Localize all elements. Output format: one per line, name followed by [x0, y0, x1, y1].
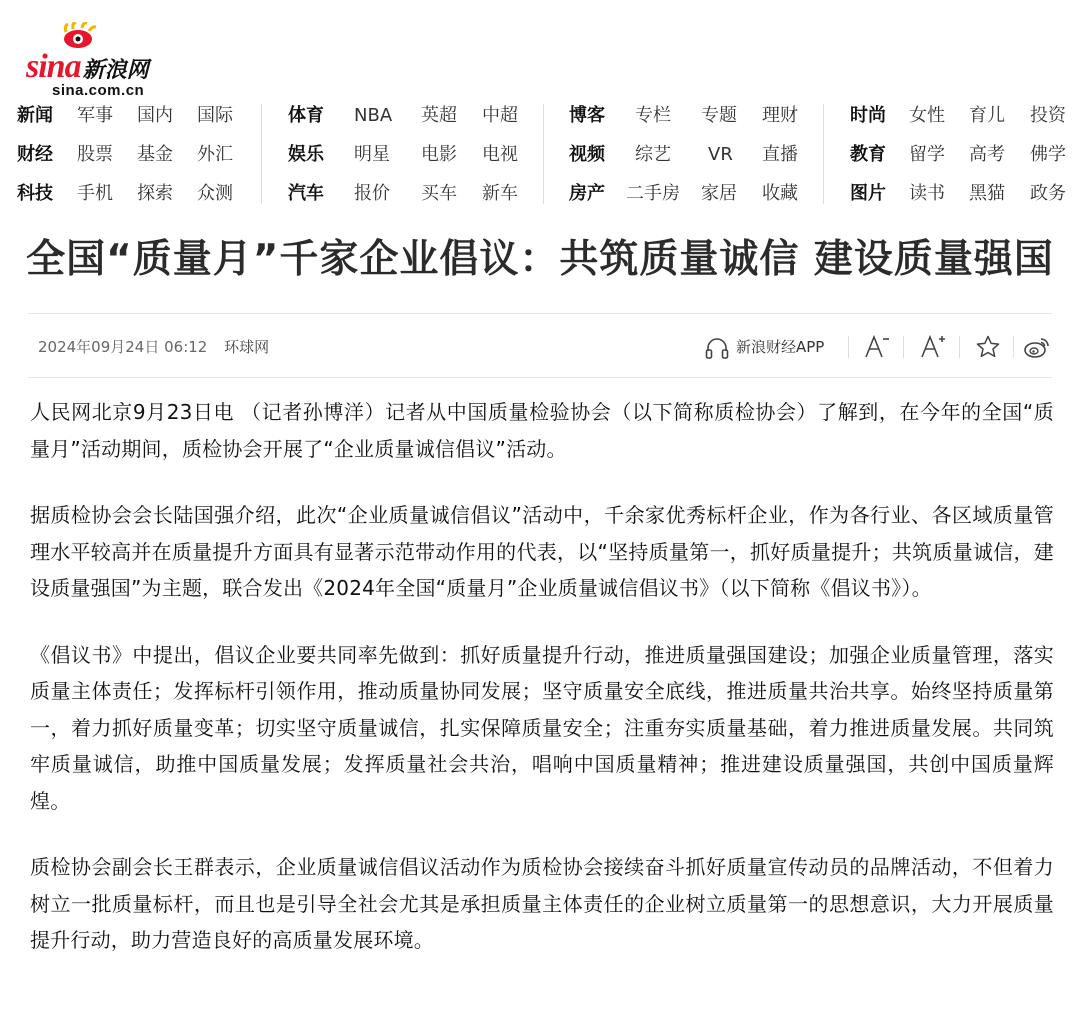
sina-eye-icon: [56, 22, 100, 50]
nav-group-3: [569, 96, 819, 214]
nav-link[interactable]: 女性: [909, 105, 945, 126]
article-paragraph: 质检协会副会长王群表示，企业质量诚信倡议活动作为质检协会接续奋斗抓好质量宣传动员的品牌活动，不但着力树立一批质量标杆，而且也是引导全社会尤其是承担质量主体责任的企业树立质量第一的思想意识，大力开展质量提升行动，助力营造良好的高质量发展环境。: [30, 855, 1054, 952]
nav-category[interactable]: 娱乐: [288, 144, 324, 165]
nav-link[interactable]: 报价: [354, 183, 390, 204]
nav-link[interactable]: 国内: [137, 105, 173, 126]
font-increase-icon: [919, 334, 947, 360]
nav-link[interactable]: 留学: [909, 144, 945, 165]
font-increase-button[interactable]: [918, 329, 948, 365]
font-decrease-icon: [863, 334, 891, 360]
nav-link[interactable]: 专题: [701, 105, 737, 126]
nav-group-2: [288, 96, 538, 214]
nav-link[interactable]: 国际: [197, 105, 233, 126]
nav-link[interactable]: 黑猫: [969, 183, 1005, 204]
article-paragraph: 《倡议书》中提出，倡议企业要共同率先做到：抓好质量提升行动，推进质量强国建设；加强企业质量管理，落实质量主体责任；发挥标杆引领作用，推动质量协同发展；坚守质量安全底线，推进质量共治共享。始终坚持质量第一，着力抓好质量变革；切实坚守质量诚信，扎实保障质量安全；注重夯实质量基础，着力推进质量发展。共同筑牢质量诚信，助推中国质量发展；发挥质量社会共治，唱响中国质量精神；推进建设质量强国，共创中国质量辉煌。: [30, 642, 1054, 813]
nav-link[interactable]: 电视: [482, 144, 518, 165]
nav-link[interactable]: 高考: [969, 144, 1005, 165]
nav-link[interactable]: 英超: [421, 105, 457, 126]
nav-link[interactable]: 佛学: [1030, 144, 1066, 165]
nav-link[interactable]: 家居: [701, 183, 737, 204]
app-download-link[interactable]: [704, 329, 824, 365]
nav-category[interactable]: 汽车: [288, 183, 324, 204]
nav-category[interactable]: 视频: [569, 144, 605, 165]
article-source[interactable]: 环球网: [224, 338, 270, 356]
nav-link[interactable]: 买车: [421, 183, 457, 204]
nav-divider: [543, 104, 544, 204]
nav-category[interactable]: 博客: [569, 105, 605, 126]
nav-link[interactable]: 综艺: [635, 144, 671, 165]
nav-group-4: [850, 96, 1070, 214]
star-icon: [975, 334, 1001, 360]
app-label: 新浪财经APP: [736, 338, 825, 356]
article-title: 全国“质量月”千家企业倡议：共筑质量诚信 建设质量强国: [26, 237, 1054, 282]
nav-link[interactable]: 中超: [482, 105, 518, 126]
nav-link[interactable]: 政务: [1030, 183, 1066, 204]
nav-link[interactable]: 基金: [137, 144, 173, 165]
nav-link[interactable]: 明星: [354, 144, 390, 165]
toolbar-separator: [848, 336, 849, 358]
font-decrease-button[interactable]: [862, 329, 892, 365]
publish-date: 2024年09月24日 06:12: [38, 338, 208, 356]
nav-link[interactable]: 军事: [77, 105, 113, 126]
nav-link[interactable]: 育儿: [969, 105, 1005, 126]
logo-cn-text: 新浪网: [82, 57, 149, 82]
nav-group-1: [17, 96, 257, 214]
nav-link[interactable]: 手机: [77, 183, 113, 204]
nav-category[interactable]: 新闻: [17, 105, 53, 126]
nav-category[interactable]: 教育: [850, 144, 886, 165]
nav-link[interactable]: 理财: [762, 105, 798, 126]
nav-link[interactable]: 二手房: [626, 183, 680, 204]
sina-logo[interactable]: [26, 22, 186, 99]
nav-category[interactable]: 财经: [17, 144, 53, 165]
article-toolbar: [704, 329, 1052, 365]
weibo-share-button[interactable]: [1022, 329, 1052, 365]
nav-divider: [261, 104, 262, 204]
nav-link[interactable]: NBA: [354, 105, 393, 126]
nav-category[interactable]: 时尚: [850, 105, 886, 126]
article-meta: [38, 333, 269, 361]
nav-link[interactable]: 读书: [909, 183, 945, 204]
toolbar-separator: [1013, 336, 1014, 358]
top-navigation: [0, 96, 1080, 214]
nav-link[interactable]: VR: [708, 144, 733, 165]
article-paragraph: 据质检协会会长陆国强介绍，此次“企业质量诚信倡议”活动中，千余家优秀标杆企业，作为各行业、各区域质量管理水平较高并在质量提升方面具有显著示范带动作用的代表，以“坚持质量第一，抓好质量提升；共筑质量诚信，建设质量强国”为主题，联合发出《2024年全国“质量月”企业质量诚信倡议书》（以下简称《倡议书》）。: [30, 503, 1054, 600]
nav-category[interactable]: 体育: [288, 105, 324, 126]
nav-link[interactable]: 股票: [77, 144, 113, 165]
article-paragraph: 人民网北京9月23日电 （记者孙博洋）记者从中国质量检验协会（以下简称质检协会）了解到，在今年的全国“质量月”活动期间，质检协会开展了“企业质量诚信倡议”活动。: [30, 400, 1054, 461]
toolbar-separator: [959, 336, 960, 358]
headphones-icon: [704, 336, 730, 360]
logo-wordmark: [26, 48, 149, 86]
article-body: [30, 394, 1054, 989]
nav-category[interactable]: 科技: [17, 183, 53, 204]
favorite-button[interactable]: [973, 329, 1003, 365]
weibo-icon: [1023, 335, 1051, 359]
nav-link[interactable]: 投资: [1030, 105, 1066, 126]
nav-category[interactable]: 房产: [569, 183, 605, 204]
title-divider: [28, 313, 1052, 314]
nav-link[interactable]: 电影: [421, 144, 457, 165]
logo-sina-text: sina: [26, 48, 81, 85]
nav-category[interactable]: 图片: [850, 183, 886, 204]
logo-domain: sina.com.cn: [52, 82, 145, 99]
toolbar-separator: [903, 336, 904, 358]
nav-divider: [823, 104, 824, 204]
nav-link[interactable]: 直播: [762, 144, 798, 165]
nav-link[interactable]: 外汇: [197, 144, 233, 165]
nav-link[interactable]: 专栏: [635, 105, 671, 126]
nav-link[interactable]: 新车: [482, 183, 518, 204]
nav-link[interactable]: 收藏: [762, 183, 798, 204]
nav-link[interactable]: 探索: [137, 183, 173, 204]
nav-link[interactable]: 众测: [197, 183, 233, 204]
meta-divider: [28, 377, 1052, 378]
